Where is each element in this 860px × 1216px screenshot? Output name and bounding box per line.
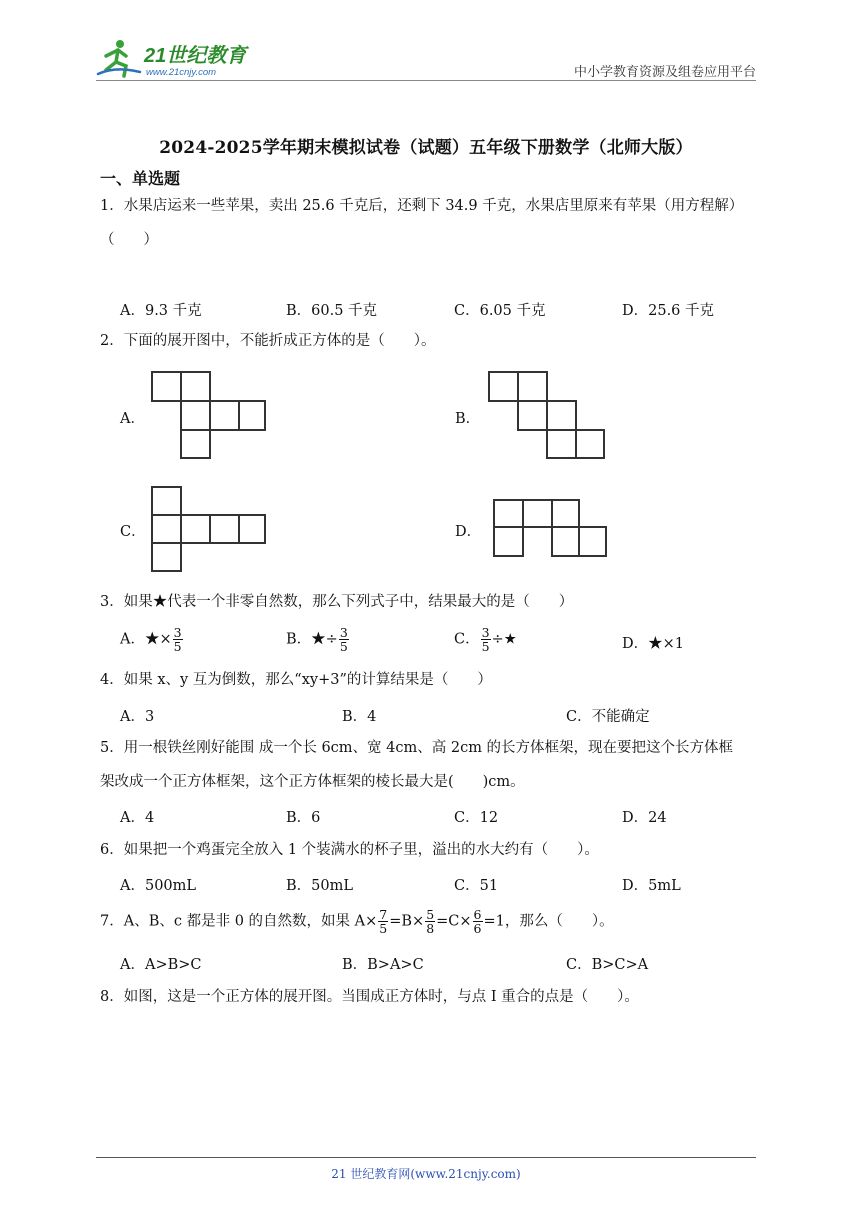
fraction xyxy=(425,908,435,935)
q4-option-b[interactable]: B．4 xyxy=(342,709,377,725)
q7-mid-1: =B× xyxy=(389,913,425,930)
fraction-numerator: 3 xyxy=(173,625,182,640)
header-divider xyxy=(96,80,756,81)
q2-net-a[interactable] xyxy=(150,370,268,460)
fraction-denominator: 5 xyxy=(481,639,490,654)
q6-option-a[interactable]: A．500mL xyxy=(120,878,197,894)
q6-option-d[interactable]: D．5mL xyxy=(622,878,681,894)
question-7-text xyxy=(100,908,614,935)
fraction xyxy=(481,626,491,653)
q7-mid-2: =C× xyxy=(436,913,472,930)
q2-option-c-label[interactable]: C． xyxy=(120,524,146,540)
q5-option-c[interactable]: C．12 xyxy=(454,810,499,826)
logo-main-text: 21世纪教育 xyxy=(144,45,247,67)
q5-option-d[interactable]: D．24 xyxy=(622,810,667,826)
q3-c-suffix: ÷★ xyxy=(491,631,517,648)
fraction-numerator: 6 xyxy=(473,907,482,922)
q1-option-b[interactable]: B．60.5 千克 xyxy=(286,303,378,319)
q3-option-b[interactable] xyxy=(286,626,350,653)
fraction-numerator: 3 xyxy=(481,625,490,640)
fraction-numerator: 5 xyxy=(426,907,435,922)
q7-prefix: 7．A、B、c 都是非 0 的自然数，如果 A× xyxy=(100,913,378,930)
question-2-text: 2．下面的展开图中，不能折成正方体的是（ ）。 xyxy=(100,333,436,349)
fraction-denominator: 6 xyxy=(473,921,482,936)
fraction-denominator: 5 xyxy=(339,639,348,654)
q3-b-prefix: B．★÷ xyxy=(286,631,338,648)
q2-net-d[interactable] xyxy=(492,498,610,560)
question-6-text: 6．如果把一个鸡蛋完全放入 1 个装满水的杯子里，溢出的水大约有（ ）。 xyxy=(100,842,599,858)
q7-option-a[interactable]: A．A>B>C xyxy=(120,957,202,973)
q4-option-a[interactable]: A．3 xyxy=(120,709,155,725)
footer-divider xyxy=(96,1157,756,1158)
question-8-text: 8．如图，这是一个正方体的展开图。当围成正方体时，与点 I 重合的点是（ ）。 xyxy=(100,989,639,1005)
q6-option-c[interactable]: C．51 xyxy=(454,878,499,894)
question-4-text: 4．如果 x、y 互为倒数，那么“xy+3”的计算结果是（ ） xyxy=(100,672,492,688)
section-heading: 一、单选题 xyxy=(100,169,181,188)
q1-option-d[interactable]: D．25.6 千克 xyxy=(622,303,715,319)
q3-c-prefix: C． xyxy=(454,631,480,648)
q3-option-c[interactable] xyxy=(454,626,517,653)
q3-option-d[interactable]: D．★×1 xyxy=(622,636,685,652)
logo xyxy=(96,36,266,80)
q2-net-c[interactable] xyxy=(150,485,268,573)
site-slogan: 中小学教育资源及组卷应用平台 xyxy=(573,65,756,80)
fraction xyxy=(378,908,388,935)
q7-suffix: =1，那么（ ）。 xyxy=(483,913,614,930)
q6-option-b[interactable]: B．50mL xyxy=(286,878,353,894)
q2-net-b[interactable] xyxy=(487,370,607,460)
q4-option-c[interactable]: C．不能确定 xyxy=(566,709,650,725)
fraction-numerator: 7 xyxy=(379,907,388,922)
question-5-text: 5．用一根铁丝刚好能围 成一个长 6cm、宽 4cm、高 2cm 的长方体框架，现在要把这个长方体框 xyxy=(100,740,734,756)
fraction xyxy=(173,626,183,653)
question-3-text: 3．如果★代表一个非零自然数，那么下列式子中，结果最大的是（ ） xyxy=(100,594,574,610)
q5-option-b[interactable]: B．6 xyxy=(286,810,321,826)
question-1-text: 1．水果店运来一些苹果，卖出 25.6 千克后，还剩下 34.9 千克，水果店里原来有苹果（用方程解） xyxy=(100,198,744,214)
fraction xyxy=(473,908,483,935)
logo-url-text: www.21cnjy.com xyxy=(146,67,217,78)
page-title: 2024-2025学年期末模拟试卷（试题）五年级下册数学（北师大版） xyxy=(159,138,693,158)
fraction-numerator: 3 xyxy=(339,625,348,640)
q7-option-c[interactable]: C．B>C>A xyxy=(566,957,649,973)
q5-option-a[interactable]: A．4 xyxy=(120,810,155,826)
fraction-denominator: 8 xyxy=(426,921,435,936)
q3-a-prefix: A．★× xyxy=(120,631,172,648)
q2-option-a-label[interactable]: A． xyxy=(120,411,145,427)
footer-link[interactable]: 21 世纪教育网(www.21cnjy.com) xyxy=(331,1167,521,1181)
q1-option-c[interactable]: C．6.05 千克 xyxy=(454,303,546,319)
q7-option-b[interactable]: B．B>A>C xyxy=(342,957,424,973)
q1-option-a[interactable]: A．9.3 千克 xyxy=(120,303,202,319)
q2-option-d-label[interactable]: D． xyxy=(455,524,482,540)
fraction-denominator: 5 xyxy=(379,921,388,936)
fraction-denominator: 5 xyxy=(173,639,182,654)
fraction xyxy=(339,626,349,653)
question-5-text-cont: 架改成一个正方体框架，这个正方体框架的棱长最大是( )cm。 xyxy=(100,774,525,790)
question-1-blank: （ ） xyxy=(100,232,158,248)
runner-icon xyxy=(98,40,140,76)
q3-option-a[interactable] xyxy=(120,626,184,653)
q2-option-b-label[interactable]: B． xyxy=(455,411,481,427)
